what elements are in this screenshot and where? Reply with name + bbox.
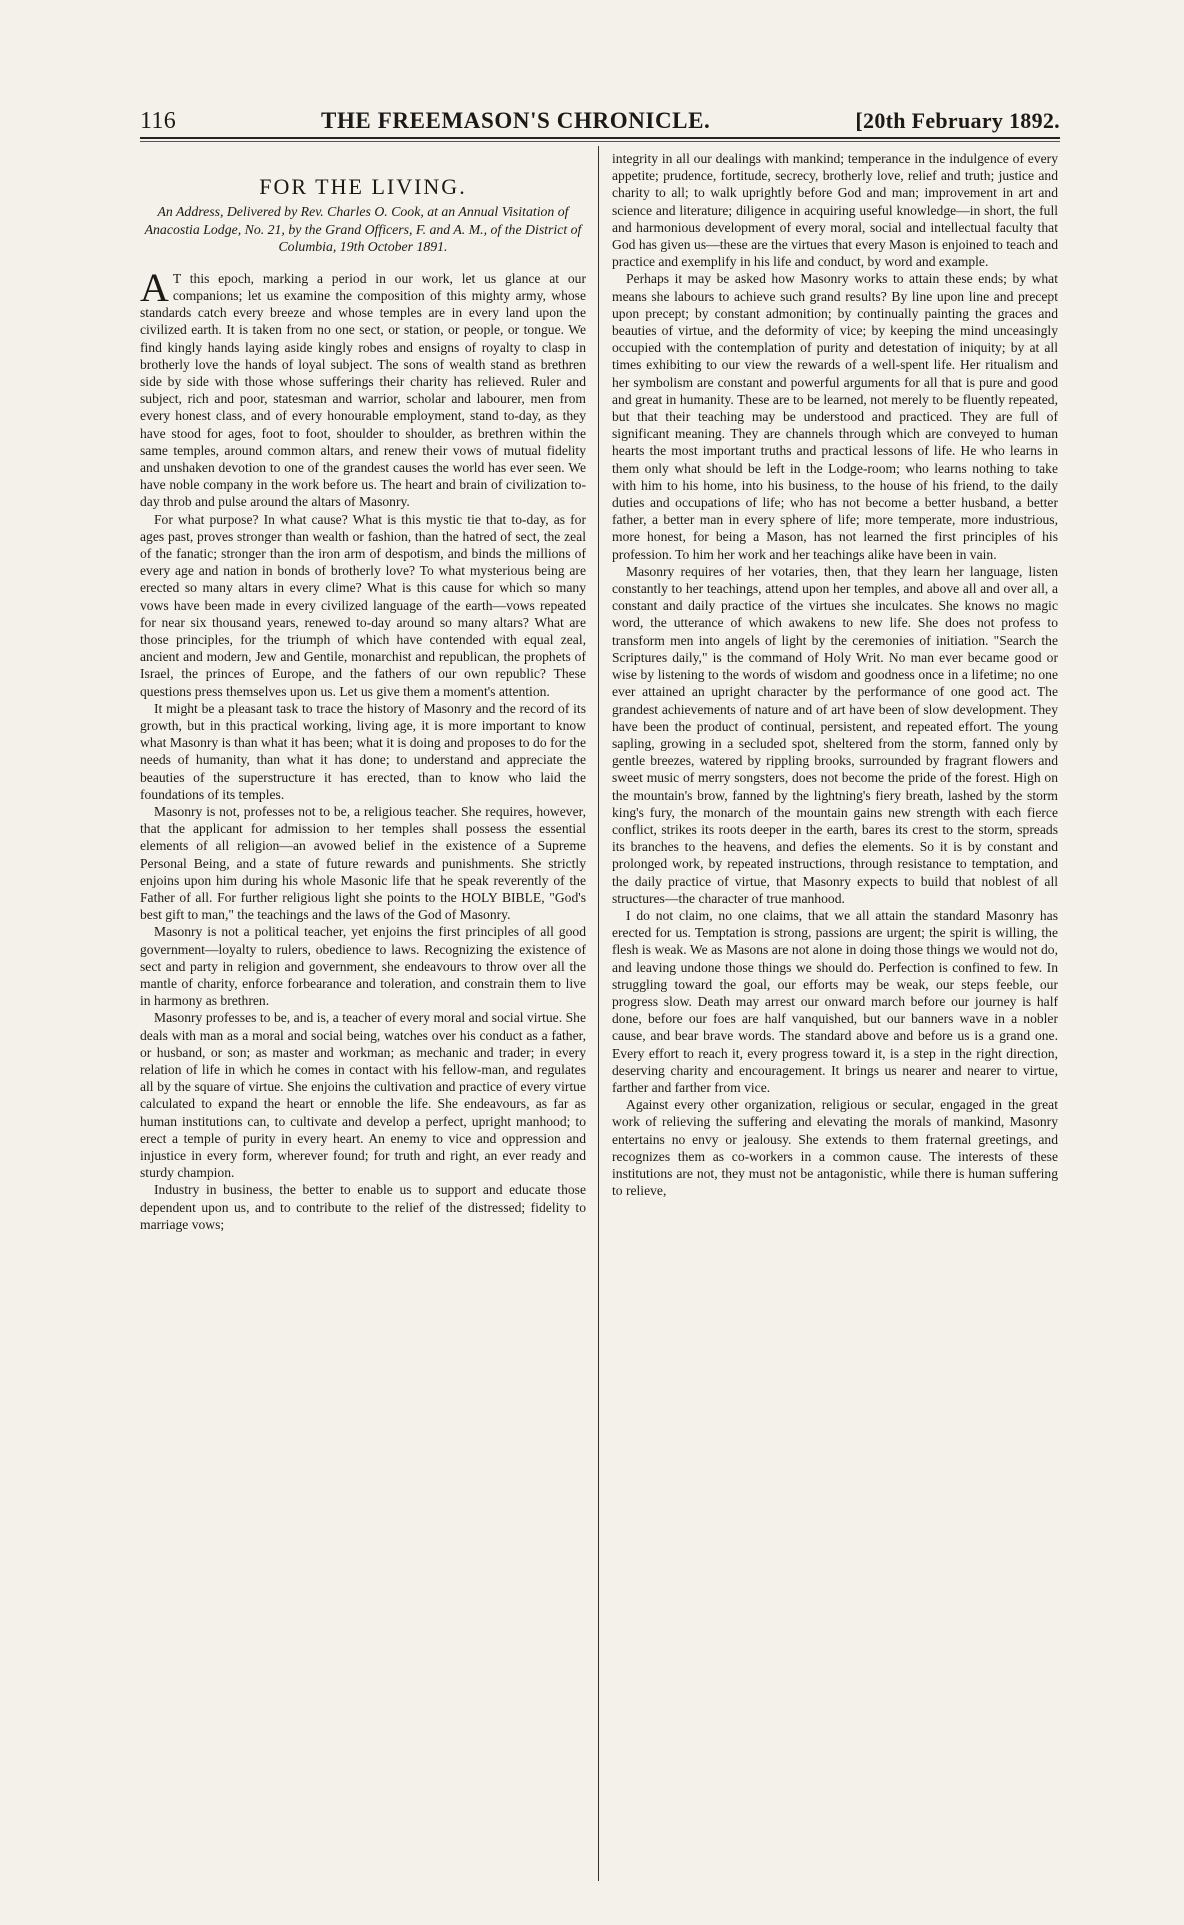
header-rule-thin [140, 141, 1060, 142]
paragraph: Masonry requires of her votaries, then, that they learn her language, listen constantly to her teachings, attend upon her temples, and above all and over all, a constant and daily practice of the virtues she inculcates. She knows no magic word, the utterance of which awakens to new life. She does not profess to transform men into angels of light by the ceremonies of initiation. "Search the Scriptures daily," is the command of Holy Writ. No man ever became good or wise by listening to the words of wisdom and goodness once in a lifetime; no one ever attained an upright character by the performance of one good act. The grandest achievements of nature and of art have been of slow development. They have been the product of continual, persistent, and repeated effort. The young sapling, growing in a secluded spot, sheltered from the storm, fanned only by gentle breezes, watered by rippling brooks, surrounded by fragrant flowers and sweet music of merry songsters, does not become the pride of the forest. High on the mountain's brow, fanned by the lightning's fiery breath, lashed by the storm king's fury, the monarch of the mountain gains new strength with each fierce conflict, strikes its roots deeper in the earth, bares its crest to the storm, spreads its branches to the heavens, and defies the elements. So it is by constant and prolonged work, by repeated instructions, through resistance to temptation, and the daily practice of virtue, that Masonry expects to build that noblest of all structures—the character of true manhood. [612, 563, 1058, 906]
page-number: 116 [140, 108, 177, 134]
header-rule [140, 137, 1060, 139]
paragraph-text: T this epoch, marking a period in our work, let us glance at our companions; let us examine the composition of this mighty army, whose standards catch every breeze and whose temples are in every land upon the civilized earth. It is taken from no one sect, or station, or people, or tongue. We find kingly hands laying aside kingly robes and ensigns of royalty to clasp in brotherly love the hands of loyal subject. The sons of wealth stand as brethren side by side with those whose sufferings their charity has relieved. Ruler and subject, rich and poor, statesman and warrior, scholar and labourer, men from every honest class, and of every honourable employment, stand to-day, as they have stood for ages, foot to foot, shoulder to shoulder, as brethren within the same temples, around common altars, and renew their vows of mutual fidelity and unshaken devotion to one of the grandest causes the world has ever seen. We have noble company in the work before us. The heart and brain of civilization to-day throb and pulse around the altars of Masonry. [140, 270, 586, 510]
column-divider [598, 146, 599, 1881]
right-column [612, 150, 1058, 1875]
paragraph: integrity in all our dealings with mankind; temperance in the indulgence of every appetite; prudence, fortitude, secrecy, brotherly love, relief and truth; justice and charity to all; to walk uprightly before God and man; improvement in art and science and literature; diligence in acquiring useful knowledge—in short, the full and harmonious development of every moral, social and intellectual faculty that God has given us—these are the virtues that every Mason is enjoined to teach and practice and exemplify in his life and conduct, by word and example. [612, 151, 1058, 270]
drop-cap: A [140, 264, 169, 310]
paragraph: It might be a pleasant task to trace the history of Masonry and the record of its growth, but in this practical working, living age, it is more important to know what Masonry is than what it has been; what it is doing and proposes to do for the needs of humanity, than what it has done; to understand and appreciate the beauties of the superstructure it has erected, than to know who laid the foundations of its temples. [140, 700, 586, 802]
paragraph: Perhaps it may be asked how Masonry works to attain these ends; by what means she labours to achieve such grand results? By line upon line and precept upon precept; by constant admonition; by continually painting the graces and beauties of virtue, and the deformity of vice; by keeping the mind unceasingly occupied with the contemplation of purity and detestation of iniquity; by at all times exhibiting to our view the rewards of a well-spent life. Her ritualism and her symbolism are constant and powerful arguments for all that is pure and good and great in humanity. These are to be learned, not merely to be fluently repeated, but that their teaching may be understood and practiced. They are full of significant meaning. They are channels through which are conveyed to human hearts the most important truths and practical lessons of life. He who learns in them only what should be left in the Lodge-room; who learns nothing to take with him to his home, into his business, to the house of his friend, to the daily duties and occupations of life; who has not become a better husband, a better father, a better man in every sphere of life; more temperate, more industrious, more honest, for being a Mason, has not learned the first principles of his profession. To him her work and her teachings alike have been in vain. [612, 271, 1058, 562]
paragraph: For what purpose? In what cause? What is this mystic tie that to-day, as for ages past, proves stronger than wealth or fashion, than the hatred of sect, the zeal of the fanatic; stronger than the iron arm of despotism, and binds the millions of every age and nation in bonds of brotherly love? To what mysterious being are erected so many altars in every clime? What is this cause for which so many vows have been made in every civilized language of the earth—vows repeated for near six thousand years, renewed to-day around so many altars? What are those principles, for the triumph of which have contended with equal zeal, ancient and modern, Jew and Gentile, monarchist and republican, the prophets of Israel, the princes of Europe, and the fathers of our own republic? These questions press themselves upon us. Let us give them a moment's attention. [140, 511, 586, 699]
paragraph: Masonry is not a political teacher, yet enjoins the first principles of all good government—loyalty to rulers, obedience to laws. Recognizing the existence of sect and party in religion and government, she endeavours to throw over all the mantle of charity, enforce forbearance and toleration, and constrain them to live in harmony as brethren. [140, 924, 586, 1009]
paragraph: Industry in business, the better to enable us to support and educate those dependent upon us, and to contribute to the relief of the distressed; fidelity to marriage vows; [140, 1182, 586, 1232]
paragraph: Masonry is not, professes not to be, a religious teacher. She requires, however, that the applicant for admission to her temples shall possess the essential elements of all religion—an avowed belief in the existence of a Supreme Personal Being, and a state of future rewards and punishments. She strictly enjoins upon him during his whole Masonic life that he speak reverently of the Father of all. For further religious light she points to the HOLY BIBLE, "God's best gift to man," the teachings and the laws of the God of Masonry. [140, 804, 586, 923]
article-title: FOR THE LIVING. [259, 174, 467, 199]
paragraph [140, 264, 586, 511]
masthead: THE FREEMASON'S CHRONICLE. [321, 108, 711, 133]
paragraph: Masonry professes to be, and is, a teacher of every moral and social virtue. She deals with man as a moral and social being, watches over his conduct as a father, or husband, or son; as master and workman; as mechanic and trader; in every relation of life in which he comes in contact with his fellow-man, and regulates all by the square of virtue. She enjoins the cultivation and practice of every virtue calculated to expand the heart or ennoble the life. She endeavours, as far as human institutions can, to cultivate and develop a perfect, upright manhood; to erect a temple of purity in every heart. An enemy to vice and oppression and injustice in every form, wherever found; for truth and right, an ever ready and sturdy champion. [140, 1010, 586, 1181]
paragraph: I do not claim, no one claims, that we all attain the standard Masonry has erected for us. Temptation is strong, passions are urgent; the spirit is willing, the flesh is weak. We as Masons are not alone in doing those things we would not do, and leaving undone those things we should do. Perfection is confined to few. In struggling toward the goal, our efforts may be weak, our steps feeble, our progress slow. Death may arrest our onward march before our journey is half done, before our foes are half vanquished, but our banners wave in a nobler cause, and bear brave words. The standard above and before us is a grand one. Every effort to reach it, every progress toward it, is a step in the right direction, deserving charity and encouragement. It brings us nearer and nearer to virtue, farther and farther from vice. [612, 907, 1058, 1095]
running-head [140, 108, 1060, 135]
left-column [140, 150, 586, 1875]
article-subtitle: An Address, Delivered by Rev. Charles O. Cook, at an Annual Visitation of Anacostia Lodge, No. 21, by the Grand Officers, F. and A. M., of the District of Columbia, 19th October 1891. [144, 204, 582, 255]
paragraph: Against every other organization, religious or secular, engaged in the great work of relieving the suffering and elevating the morals of mankind, Masonry entertains no envy or jealousy. She extends to them fraternal greetings, and recognizes them as co-workers in a common cause. The interests of these institutions are not, they must not be antagonistic, while there is human suffering to relieve, [612, 1097, 1058, 1199]
issue-date: [20th February 1892. [855, 108, 1060, 133]
